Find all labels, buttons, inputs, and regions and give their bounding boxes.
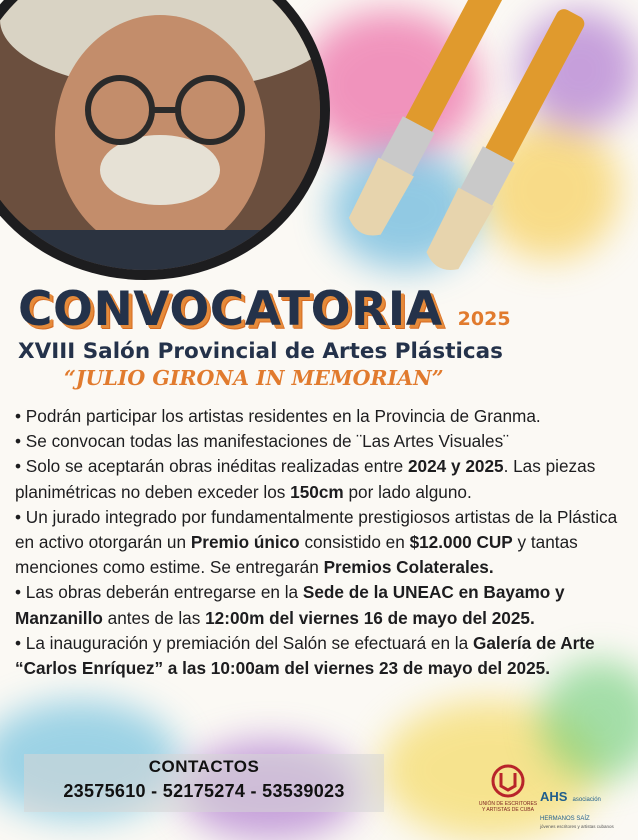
contacts-label: CONTACTOS [148, 757, 260, 776]
portrait-frame [0, 0, 330, 280]
contacts-box [24, 754, 384, 812]
title-block [18, 282, 618, 390]
poster-year: 2025 [457, 308, 511, 330]
paintbrushes-icon [310, 0, 638, 310]
poster-title: CONVOCATORIA [18, 282, 443, 337]
rule-item: • Un jurado integrado por fundamentalmente prestigiosos artistas de la Plástica en activo otorgarán un Premio único consistido en $12.000 CUP y tantas menciones como estime. Se entregarán Premios Colaterales. [15, 506, 618, 578]
rule-item: • Podrán participar los artistas residentes en la Provincia de Granma. [15, 406, 541, 426]
ahs-text: asociación HERMANOS SAÍZ [540, 797, 601, 822]
salon-name: XVIII Salón Provincial de Artes Plásticas [18, 339, 503, 364]
memorian-subtitle: “JULIO GIRONA IN MEMORIAN” [64, 366, 444, 390]
rule-item: • Solo se aceptarán obras inéditas realizadas entre 2024 y 2025. Las piezas planimétricas no deben exceder los 150cm por lado alguno. [15, 456, 596, 502]
rule-item: • Las obras deberán entregarse en la Sede de la UNEAC en Bayamo y Manzanillo antes de las 12:00m del viernes 16 de mayo del 2025. [15, 582, 565, 628]
ahs-logo [540, 786, 636, 829]
ahs-mark: AHS [540, 789, 568, 804]
portrait-photo [0, 0, 320, 270]
uneac-text: UNIÓN DE ESCRITORES Y ARTISTAS DE CUBA [478, 801, 538, 813]
rule-item: • La inauguración y premiación del Salón se efectuará en la Galería de Arte “Carlos Enríquez” a las 10:00am del viernes 23 de mayo del 2025. [15, 632, 595, 679]
portrait-illustration [0, 0, 320, 270]
uneac-logo [478, 764, 538, 813]
ahs-subtext: jóvenes escritores y artistas cubanos [540, 824, 614, 829]
contacts-phones: 23575610 - 52175274 - 53539023 [63, 781, 345, 801]
rule-item: • Se convocan todas las manifestaciones de ¨Las Artes Visuales¨ [15, 431, 509, 452]
rules-list [15, 404, 625, 681]
uneac-emblem-icon [491, 764, 525, 798]
